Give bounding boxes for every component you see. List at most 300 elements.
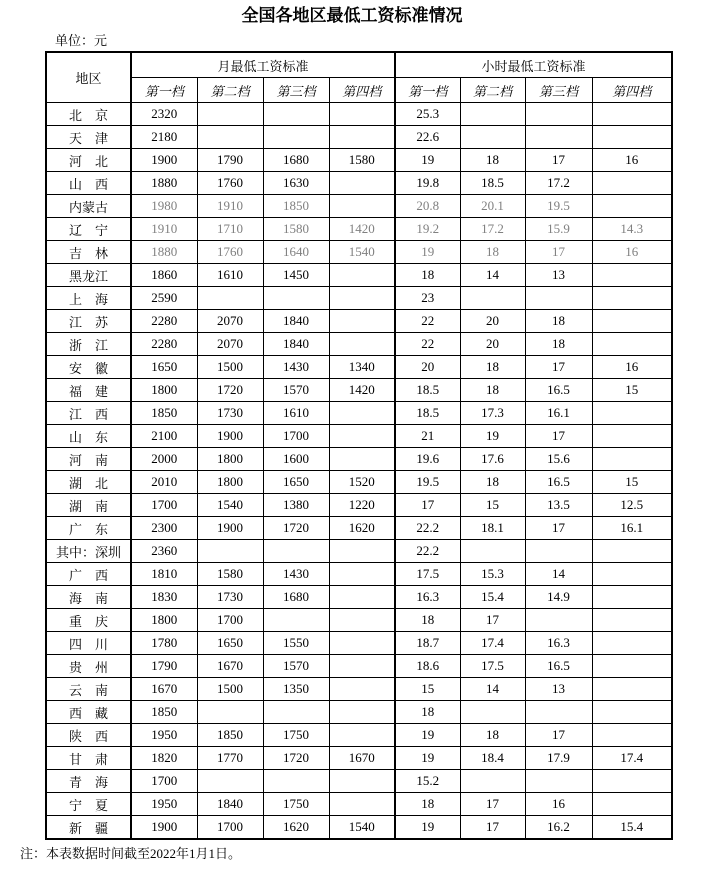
- monthly-value-cell: [329, 793, 395, 816]
- hourly-value-cell: 17.4: [460, 632, 525, 655]
- monthly-value-cell: 2280: [131, 333, 197, 356]
- region-cell: 江 西: [46, 402, 131, 425]
- table-row: [46, 379, 672, 402]
- monthly-value-cell: 2320: [131, 103, 197, 126]
- hourly-value-cell: 15: [395, 678, 460, 701]
- monthly-value-cell: 1950: [131, 793, 197, 816]
- monthly-value-cell: 1850: [263, 195, 329, 218]
- monthly-value-cell: [329, 264, 395, 287]
- monthly-value-cell: [197, 103, 263, 126]
- monthly-value-cell: 1570: [263, 655, 329, 678]
- table-row: [46, 724, 672, 747]
- hourly-value-cell: [592, 310, 672, 333]
- hourly-value-cell: 22.2: [395, 517, 460, 540]
- monthly-value-cell: [263, 540, 329, 563]
- hourly-value-cell: 21: [395, 425, 460, 448]
- monthly-value-cell: 1340: [329, 356, 395, 379]
- hourly-value-cell: 16.3: [395, 586, 460, 609]
- monthly-value-cell: 1550: [263, 632, 329, 655]
- region-cell: 四 川: [46, 632, 131, 655]
- hourly-value-cell: [592, 678, 672, 701]
- monthly-value-cell: 2280: [131, 310, 197, 333]
- hourly-value-cell: [592, 287, 672, 310]
- monthly-value-cell: 2000: [131, 448, 197, 471]
- monthly-value-cell: [329, 310, 395, 333]
- region-cell: 安 徽: [46, 356, 131, 379]
- header-row-groups: [46, 52, 672, 78]
- hourly-value-cell: 15.6: [525, 448, 592, 471]
- hourly-value-cell: [460, 770, 525, 793]
- monthly-value-cell: 1800: [197, 448, 263, 471]
- monthly-value-cell: 1810: [131, 563, 197, 586]
- hourly-value-cell: [592, 586, 672, 609]
- hourly-value-cell: 18.7: [395, 632, 460, 655]
- monthly-value-cell: 1790: [131, 655, 197, 678]
- monthly-group-header-cell: 月最低工资标准: [131, 52, 395, 78]
- table-row: [46, 402, 672, 425]
- hourly-tier-2-header-cell: 第二档: [460, 78, 525, 103]
- monthly-value-cell: 1650: [263, 471, 329, 494]
- hourly-value-cell: 20.8: [395, 195, 460, 218]
- hourly-value-cell: 19: [460, 425, 525, 448]
- monthly-value-cell: 1800: [131, 379, 197, 402]
- table-row: [46, 517, 672, 540]
- table-row: [46, 264, 672, 287]
- hourly-value-cell: 20.1: [460, 195, 525, 218]
- hourly-value-cell: [592, 425, 672, 448]
- page-title: 全国各地区最低工资标准情况: [241, 6, 463, 26]
- monthly-value-cell: 1850: [131, 701, 197, 724]
- region-cell: 宁 夏: [46, 793, 131, 816]
- monthly-value-cell: [329, 540, 395, 563]
- hourly-value-cell: [460, 540, 525, 563]
- region-cell: 江 苏: [46, 310, 131, 333]
- monthly-value-cell: [263, 770, 329, 793]
- monthly-value-cell: 1600: [263, 448, 329, 471]
- monthly-value-cell: 1700: [197, 816, 263, 840]
- monthly-value-cell: 1910: [197, 195, 263, 218]
- monthly-value-cell: 1720: [263, 747, 329, 770]
- hourly-value-cell: 17: [395, 494, 460, 517]
- monthly-value-cell: 1670: [131, 678, 197, 701]
- hourly-tier-4-header-cell: 第四档: [592, 78, 672, 103]
- monthly-value-cell: 1680: [263, 149, 329, 172]
- region-cell: 青 海: [46, 770, 131, 793]
- monthly-value-cell: [329, 655, 395, 678]
- hourly-value-cell: 17.5: [395, 563, 460, 586]
- hourly-value-cell: [592, 724, 672, 747]
- monthly-value-cell: 1710: [197, 218, 263, 241]
- monthly-value-cell: 1780: [131, 632, 197, 655]
- monthly-value-cell: 1700: [131, 494, 197, 517]
- unit-label: 单位：元: [55, 33, 108, 48]
- monthly-value-cell: 1570: [263, 379, 329, 402]
- monthly-value-cell: 1750: [263, 793, 329, 816]
- table-body: [46, 103, 672, 840]
- monthly-value-cell: 1610: [197, 264, 263, 287]
- region-cell: 陕 西: [46, 724, 131, 747]
- monthly-value-cell: 1540: [197, 494, 263, 517]
- monthly-value-cell: 1420: [329, 379, 395, 402]
- region-cell: 内蒙古: [46, 195, 131, 218]
- table-row: [46, 655, 672, 678]
- hourly-value-cell: 14: [460, 264, 525, 287]
- hourly-value-cell: [592, 793, 672, 816]
- region-cell: 河 南: [46, 448, 131, 471]
- hourly-value-cell: 19.5: [395, 471, 460, 494]
- hourly-value-cell: 18: [460, 471, 525, 494]
- hourly-value-cell: 19: [395, 747, 460, 770]
- hourly-value-cell: [592, 701, 672, 724]
- hourly-value-cell: [592, 655, 672, 678]
- monthly-value-cell: [263, 126, 329, 149]
- table-row: [46, 678, 672, 701]
- hourly-value-cell: 18: [525, 333, 592, 356]
- region-cell: 贵 州: [46, 655, 131, 678]
- monthly-value-cell: 1220: [329, 494, 395, 517]
- hourly-value-cell: 13.5: [525, 494, 592, 517]
- hourly-value-cell: [592, 609, 672, 632]
- hourly-value-cell: 17.2: [525, 172, 592, 195]
- monthly-value-cell: 1430: [263, 563, 329, 586]
- hourly-value-cell: 19: [395, 149, 460, 172]
- hourly-value-cell: 18: [395, 264, 460, 287]
- monthly-value-cell: 1700: [263, 425, 329, 448]
- monthly-value-cell: 1800: [131, 609, 197, 632]
- monthly-value-cell: 1760: [197, 241, 263, 264]
- hourly-value-cell: 17: [525, 149, 592, 172]
- hourly-value-cell: 19: [395, 724, 460, 747]
- monthly-value-cell: 1650: [131, 356, 197, 379]
- table-row: [46, 540, 672, 563]
- monthly-value-cell: 1350: [263, 678, 329, 701]
- monthly-value-cell: 2070: [197, 310, 263, 333]
- region-cell: 新 疆: [46, 816, 131, 840]
- hourly-value-cell: 17: [460, 793, 525, 816]
- hourly-value-cell: 15.4: [592, 816, 672, 840]
- hourly-value-cell: 16.5: [525, 471, 592, 494]
- monthly-value-cell: 1880: [131, 172, 197, 195]
- hourly-value-cell: 15.2: [395, 770, 460, 793]
- hourly-value-cell: [592, 540, 672, 563]
- hourly-value-cell: 17: [525, 724, 592, 747]
- monthly-value-cell: 1620: [329, 517, 395, 540]
- monthly-value-cell: 1720: [263, 517, 329, 540]
- hourly-value-cell: 25.3: [395, 103, 460, 126]
- hourly-value-cell: 15: [592, 379, 672, 402]
- hourly-value-cell: [460, 287, 525, 310]
- hourly-value-cell: 15.9: [525, 218, 592, 241]
- monthly-tier-1-header-cell: 第一档: [131, 78, 197, 103]
- monthly-value-cell: 1540: [329, 816, 395, 840]
- monthly-value-cell: 1800: [197, 471, 263, 494]
- table-row: [46, 701, 672, 724]
- hourly-value-cell: [592, 632, 672, 655]
- hourly-value-cell: [460, 126, 525, 149]
- monthly-value-cell: 1950: [131, 724, 197, 747]
- monthly-value-cell: 1540: [329, 241, 395, 264]
- monthly-value-cell: 1450: [263, 264, 329, 287]
- table-row: [46, 149, 672, 172]
- hourly-value-cell: 17.5: [460, 655, 525, 678]
- hourly-value-cell: 19.2: [395, 218, 460, 241]
- hourly-value-cell: 15: [460, 494, 525, 517]
- monthly-value-cell: [263, 609, 329, 632]
- hourly-value-cell: 12.5: [592, 494, 672, 517]
- hourly-value-cell: 18.5: [395, 379, 460, 402]
- monthly-value-cell: [197, 701, 263, 724]
- monthly-value-cell: 1840: [197, 793, 263, 816]
- hourly-value-cell: [592, 103, 672, 126]
- table-row: [46, 425, 672, 448]
- region-cell: 广 西: [46, 563, 131, 586]
- monthly-value-cell: 1860: [131, 264, 197, 287]
- region-cell: 海 南: [46, 586, 131, 609]
- hourly-value-cell: [525, 701, 592, 724]
- hourly-value-cell: [592, 402, 672, 425]
- region-cell: 黑龙江: [46, 264, 131, 287]
- monthly-value-cell: [329, 195, 395, 218]
- monthly-value-cell: [197, 126, 263, 149]
- region-cell: 山 西: [46, 172, 131, 195]
- monthly-value-cell: 2070: [197, 333, 263, 356]
- hourly-value-cell: 16: [592, 149, 672, 172]
- table-row: [46, 563, 672, 586]
- hourly-value-cell: 18: [395, 701, 460, 724]
- monthly-value-cell: [197, 540, 263, 563]
- hourly-value-cell: [592, 770, 672, 793]
- hourly-value-cell: 15.4: [460, 586, 525, 609]
- monthly-value-cell: 1730: [197, 402, 263, 425]
- hourly-tier-1-header-cell: 第一档: [395, 78, 460, 103]
- hourly-value-cell: 16.5: [525, 655, 592, 678]
- monthly-value-cell: 1980: [131, 195, 197, 218]
- table-header: [46, 52, 672, 103]
- monthly-value-cell: [329, 586, 395, 609]
- hourly-value-cell: 17: [525, 425, 592, 448]
- region-cell: 广 东: [46, 517, 131, 540]
- monthly-value-cell: [329, 103, 395, 126]
- monthly-value-cell: 1700: [131, 770, 197, 793]
- monthly-tier-2-header-cell: 第二档: [197, 78, 263, 103]
- hourly-value-cell: 18: [460, 356, 525, 379]
- monthly-value-cell: 1520: [329, 471, 395, 494]
- monthly-value-cell: 1420: [329, 218, 395, 241]
- minimum-wage-table: [45, 51, 673, 840]
- region-cell: 湖 南: [46, 494, 131, 517]
- hourly-value-cell: 16.3: [525, 632, 592, 655]
- monthly-value-cell: 1630: [263, 172, 329, 195]
- hourly-value-cell: [592, 126, 672, 149]
- monthly-value-cell: 1850: [197, 724, 263, 747]
- region-cell: 湖 北: [46, 471, 131, 494]
- hourly-value-cell: 14: [525, 563, 592, 586]
- hourly-value-cell: [525, 609, 592, 632]
- table-row: [46, 218, 672, 241]
- hourly-value-cell: 16.5: [525, 379, 592, 402]
- monthly-value-cell: 1840: [263, 310, 329, 333]
- hourly-value-cell: 22.2: [395, 540, 460, 563]
- hourly-value-cell: 18: [395, 609, 460, 632]
- table-row: [46, 471, 672, 494]
- table-row: [46, 126, 672, 149]
- monthly-value-cell: 1850: [131, 402, 197, 425]
- hourly-value-cell: 17.9: [525, 747, 592, 770]
- hourly-value-cell: [525, 103, 592, 126]
- monthly-value-cell: [329, 126, 395, 149]
- monthly-value-cell: 1610: [263, 402, 329, 425]
- monthly-value-cell: [329, 632, 395, 655]
- monthly-value-cell: [329, 678, 395, 701]
- table-row: [46, 793, 672, 816]
- table-row: [46, 287, 672, 310]
- monthly-value-cell: 1900: [131, 816, 197, 840]
- region-cell: 其中：深圳: [46, 540, 131, 563]
- footnote: 注：本表数据时间截至2022年1月1日。: [20, 846, 242, 861]
- monthly-value-cell: 2590: [131, 287, 197, 310]
- monthly-value-cell: 2010: [131, 471, 197, 494]
- hourly-value-cell: [592, 264, 672, 287]
- hourly-value-cell: [460, 701, 525, 724]
- table-row: [46, 103, 672, 126]
- hourly-value-cell: 15: [592, 471, 672, 494]
- monthly-value-cell: 1700: [197, 609, 263, 632]
- header-row-tiers: [46, 78, 672, 103]
- monthly-value-cell: 2180: [131, 126, 197, 149]
- monthly-value-cell: [329, 425, 395, 448]
- hourly-value-cell: 20: [395, 356, 460, 379]
- hourly-value-cell: 22.6: [395, 126, 460, 149]
- hourly-value-cell: 18.6: [395, 655, 460, 678]
- hourly-value-cell: 13: [525, 678, 592, 701]
- monthly-tier-4-header-cell: 第四档: [329, 78, 395, 103]
- region-cell: 重 庆: [46, 609, 131, 632]
- region-cell: 辽 宁: [46, 218, 131, 241]
- hourly-value-cell: 18: [460, 379, 525, 402]
- hourly-value-cell: [460, 103, 525, 126]
- monthly-value-cell: 1650: [197, 632, 263, 655]
- hourly-value-cell: 17.4: [592, 747, 672, 770]
- monthly-value-cell: 2100: [131, 425, 197, 448]
- table-row: [46, 770, 672, 793]
- monthly-value-cell: [263, 287, 329, 310]
- region-cell: 山 东: [46, 425, 131, 448]
- hourly-value-cell: 17.6: [460, 448, 525, 471]
- monthly-value-cell: [263, 701, 329, 724]
- monthly-value-cell: 2300: [131, 517, 197, 540]
- region-cell: 甘 肃: [46, 747, 131, 770]
- monthly-value-cell: [329, 448, 395, 471]
- region-cell: 浙 江: [46, 333, 131, 356]
- region-cell: 北 京: [46, 103, 131, 126]
- hourly-value-cell: 14: [460, 678, 525, 701]
- hourly-value-cell: 18.4: [460, 747, 525, 770]
- hourly-value-cell: [525, 770, 592, 793]
- monthly-value-cell: 1760: [197, 172, 263, 195]
- hourly-value-cell: 17: [460, 816, 525, 840]
- monthly-value-cell: 1900: [131, 149, 197, 172]
- hourly-value-cell: 19.8: [395, 172, 460, 195]
- hourly-value-cell: 18: [395, 793, 460, 816]
- hourly-value-cell: 18: [460, 149, 525, 172]
- hourly-value-cell: 17: [460, 609, 525, 632]
- hourly-tier-3-header-cell: 第三档: [525, 78, 592, 103]
- monthly-value-cell: 1900: [197, 425, 263, 448]
- region-cell: 福 建: [46, 379, 131, 402]
- hourly-value-cell: 19: [395, 816, 460, 840]
- monthly-value-cell: 1670: [197, 655, 263, 678]
- monthly-value-cell: 1790: [197, 149, 263, 172]
- hourly-value-cell: 16: [592, 356, 672, 379]
- monthly-value-cell: 1830: [131, 586, 197, 609]
- region-cell: 河 北: [46, 149, 131, 172]
- monthly-value-cell: 1620: [263, 816, 329, 840]
- monthly-value-cell: 1680: [263, 586, 329, 609]
- monthly-value-cell: [197, 770, 263, 793]
- region-cell: 天 津: [46, 126, 131, 149]
- monthly-value-cell: 1640: [263, 241, 329, 264]
- monthly-value-cell: 2360: [131, 540, 197, 563]
- hourly-value-cell: 19.5: [525, 195, 592, 218]
- monthly-value-cell: 1900: [197, 517, 263, 540]
- hourly-value-cell: 16: [592, 241, 672, 264]
- monthly-value-cell: 1770: [197, 747, 263, 770]
- table-row: [46, 632, 672, 655]
- table-row: [46, 333, 672, 356]
- hourly-value-cell: 20: [460, 310, 525, 333]
- hourly-value-cell: 22: [395, 310, 460, 333]
- monthly-value-cell: 1750: [263, 724, 329, 747]
- hourly-value-cell: 18: [460, 724, 525, 747]
- monthly-value-cell: [329, 724, 395, 747]
- monthly-value-cell: [329, 333, 395, 356]
- monthly-value-cell: [329, 172, 395, 195]
- monthly-value-cell: 1580: [263, 218, 329, 241]
- hourly-value-cell: 18.5: [395, 402, 460, 425]
- monthly-value-cell: [263, 103, 329, 126]
- hourly-value-cell: [525, 126, 592, 149]
- hourly-group-header-cell: 小时最低工资标准: [395, 52, 672, 78]
- monthly-value-cell: 1500: [197, 678, 263, 701]
- monthly-value-cell: 1720: [197, 379, 263, 402]
- hourly-value-cell: [525, 287, 592, 310]
- hourly-value-cell: [525, 540, 592, 563]
- monthly-value-cell: [329, 701, 395, 724]
- monthly-value-cell: 1380: [263, 494, 329, 517]
- hourly-value-cell: [592, 333, 672, 356]
- monthly-value-cell: 1670: [329, 747, 395, 770]
- hourly-value-cell: 17.2: [460, 218, 525, 241]
- hourly-value-cell: 16.1: [592, 517, 672, 540]
- monthly-value-cell: [329, 402, 395, 425]
- monthly-value-cell: 1820: [131, 747, 197, 770]
- monthly-value-cell: 1880: [131, 241, 197, 264]
- region-cell: 西 藏: [46, 701, 131, 724]
- monthly-value-cell: [329, 287, 395, 310]
- monthly-value-cell: 1580: [329, 149, 395, 172]
- hourly-value-cell: 14.3: [592, 218, 672, 241]
- hourly-value-cell: 14.9: [525, 586, 592, 609]
- table-row: [46, 816, 672, 840]
- table-row: [46, 241, 672, 264]
- hourly-value-cell: 16.2: [525, 816, 592, 840]
- hourly-value-cell: 16.1: [525, 402, 592, 425]
- hourly-value-cell: 17: [525, 241, 592, 264]
- table-row: [46, 356, 672, 379]
- table-row: [46, 310, 672, 333]
- hourly-value-cell: [592, 448, 672, 471]
- table-row: [46, 172, 672, 195]
